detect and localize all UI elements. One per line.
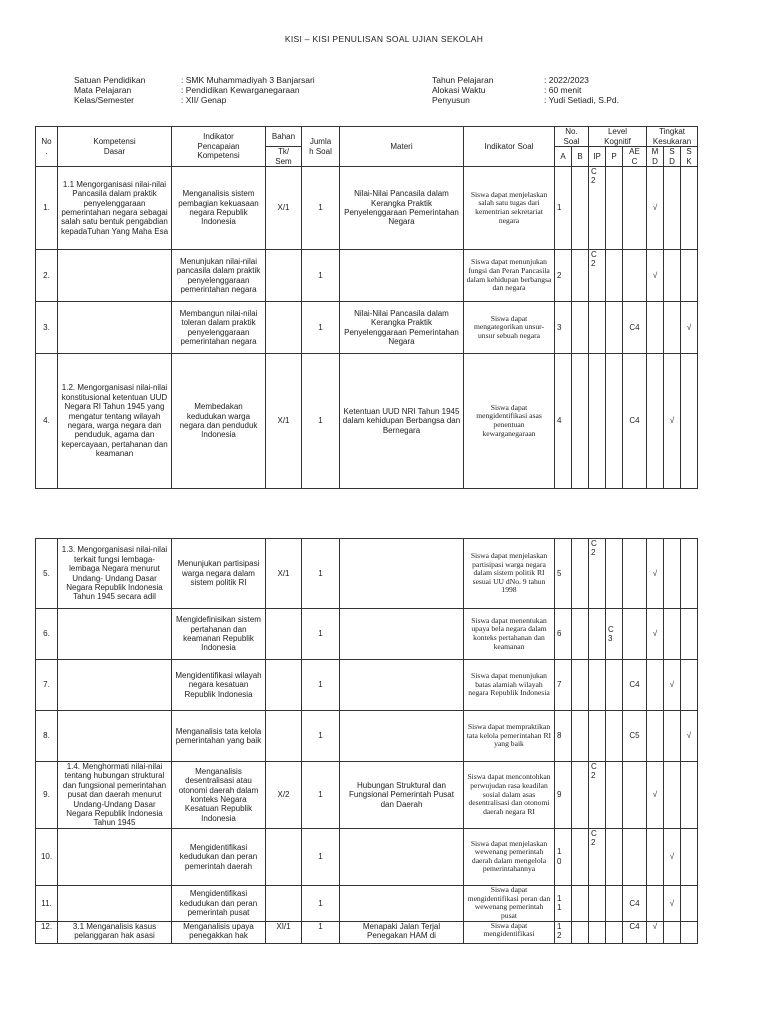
cell-ip: [589, 921, 606, 943]
cell-jumlah-soal: 1: [302, 354, 340, 489]
meta-label: Kelas/Semester: [74, 95, 134, 105]
cell-sd: √: [664, 660, 681, 711]
cell-aec: C4: [623, 921, 647, 943]
cell-jumlah-soal: 1: [302, 711, 340, 762]
cell-indikator-soal: Siswa dapat mempraktikan tata kelola pemerintahan RI yang baik: [464, 711, 555, 762]
cell-bahan: X/1: [266, 354, 302, 489]
cell-bahan: [266, 885, 302, 921]
cell-jumlah-soal: 1: [302, 250, 340, 302]
cell-indikator-pencapaian: Menganalisis sistem pembagian kekuasaan negara Republik Indonesia: [172, 167, 266, 250]
cell-materi: [340, 609, 464, 660]
cell-bahan: [266, 250, 302, 302]
cell-md: √: [647, 609, 664, 660]
cell-aec: C4: [623, 354, 647, 489]
cell-b: [572, 660, 589, 711]
cell-b: [572, 354, 589, 489]
cell-materi: Ketentuan UUD NRI Tahun 1945 dalam kehidupan Berbangsa dan Bernegara: [340, 354, 464, 489]
cell-p: [606, 302, 623, 354]
cell-sd: [664, 762, 681, 829]
header-jumlah-soal: Jumla h Soal: [302, 127, 340, 167]
cell-sk: [681, 539, 698, 609]
cell-md: √: [647, 167, 664, 250]
cell-indikator-soal: Siswa dapat menjelaskan partisipasi warga negara dalam sistem politik RI sesuai UU dNo. 9 tahun 1998: [464, 539, 555, 609]
cell-kompetensi-dasar: [58, 609, 172, 660]
cell-sk: [681, 921, 698, 943]
cell-jumlah-soal: 1: [302, 828, 340, 885]
cell-sk: √: [681, 711, 698, 762]
cell-a: 2: [555, 250, 572, 302]
header-a: A: [555, 147, 572, 167]
cell-ip: C 2: [589, 167, 606, 250]
cell-indikator-soal: Siswa dapat menjelaskan wewenang pemerintah daerah dalam mengelola pemerintahannya: [464, 828, 555, 885]
cell-kompetensi-dasar: [58, 711, 172, 762]
cell-bahan: [266, 711, 302, 762]
meta-row: [74, 95, 315, 105]
cell-sk: [681, 250, 698, 302]
cell-a: 4: [555, 354, 572, 489]
cell-aec: [623, 609, 647, 660]
header-aec: AE C: [623, 147, 647, 167]
cell-sd: [664, 250, 681, 302]
cell-ip: C 2: [589, 762, 606, 829]
meta-row: [432, 75, 619, 85]
cell-sd: [664, 167, 681, 250]
header-bahan-sub: Tk/ Sem: [266, 147, 302, 167]
table-row: [36, 302, 698, 354]
cell-md: √: [647, 539, 664, 609]
cell-indikator-pencapaian: Mengidentifikasi kedudukan dan peran pemerintah pusat: [172, 885, 266, 921]
cell-indikator-soal: Siswa dapat mengidentifikasi: [464, 921, 555, 943]
cell-bahan: XI/1: [266, 921, 302, 943]
cell-indikator-soal: Siswa dapat mencontohkan perwujudan rasa keadilan sosial dalam asas desentralisasi dan otonomi daerah negara RI: [464, 762, 555, 829]
meta-label: Penyusun: [432, 95, 470, 105]
cell-materi: Nilai-Nilai Pancasila dalam Kerangka Praktik Penyelenggaraan Pemerintahan Negara: [340, 302, 464, 354]
meta-value: : XII/ Genap: [181, 95, 227, 105]
cell-b: [572, 828, 589, 885]
cell-md: √: [647, 250, 664, 302]
cell-no: 5.: [36, 539, 58, 609]
meta-label: Mata Pelajaran: [74, 85, 132, 95]
header-indikator-pencapaian: Indikator Pencapaian Kompetensi: [172, 127, 266, 167]
cell-indikator-pencapaian: Menganalisis upaya penegakkan hak: [172, 921, 266, 943]
cell-jumlah-soal: 1: [302, 167, 340, 250]
cell-jumlah-soal: 1: [302, 539, 340, 609]
cell-sd: [664, 711, 681, 762]
cell-p: [606, 828, 623, 885]
cell-b: [572, 762, 589, 829]
cell-p: [606, 885, 623, 921]
cell-no: 1.: [36, 167, 58, 250]
cell-p: [606, 250, 623, 302]
cell-p: [606, 539, 623, 609]
cell-a: 1: [555, 167, 572, 250]
cell-sd: [664, 921, 681, 943]
cell-indikator-soal: Siswa dapat mengategorikan unsur-unsur sebuah negara: [464, 302, 555, 354]
cell-kompetensi-dasar: 1.4. Menghormati nilai-nilai tentang hubungan struktural dan fungsional pemerintahan pusat dan daerah menurut Undang-Undang Dasar Negara Republik Indonesia Tahun 1945: [58, 762, 172, 829]
cell-indikator-pencapaian: Mengidefinisikan sistem pertahanan dan keamanan Republik Indonesia: [172, 609, 266, 660]
cell-bahan: X/2: [266, 762, 302, 829]
cell-indikator-pencapaian: Mengidentifikasi wilayah negara kesatuan Republik Indonesia: [172, 660, 266, 711]
cell-kompetensi-dasar: 1.1 Mengorganisasi nilai-nilai Pancasila dalam praktik penyelenggaraan pemerintahan negara sebagai salah satu bentuk pengabdian kepadaTuhan Yang Maha Esa: [58, 167, 172, 250]
cell-indikator-soal: Siswa dapat menjelaskan salah satu tugas dari kementrian sekretariat negara: [464, 167, 555, 250]
meta-value: : 2022/2023: [544, 75, 589, 85]
cell-aec: [623, 167, 647, 250]
cell-ip: [589, 660, 606, 711]
cell-kompetensi-dasar: [58, 302, 172, 354]
cell-no: 12.: [36, 921, 58, 943]
cell-md: √: [647, 762, 664, 829]
table-row: [36, 762, 698, 829]
header-sd: S D: [664, 147, 681, 167]
meta-label: Tahun Pelajaran: [432, 75, 494, 85]
cell-p: [606, 660, 623, 711]
table-row: [36, 711, 698, 762]
table-row: [36, 660, 698, 711]
cell-sd: [664, 539, 681, 609]
table-row: [36, 167, 698, 250]
cell-ip: [589, 885, 606, 921]
meta-value: : 60 menit: [544, 85, 582, 95]
cell-indikator-soal: Siswa dapat menunjukan batas alamiah wilayah negara Republik Indonesia: [464, 660, 555, 711]
cell-b: [572, 885, 589, 921]
cell-ip: [589, 609, 606, 660]
cell-a: 3: [555, 302, 572, 354]
cell-sk: [681, 167, 698, 250]
cell-b: [572, 921, 589, 943]
cell-kompetensi-dasar: [58, 828, 172, 885]
cell-aec: C5: [623, 711, 647, 762]
header-no: No .: [36, 127, 58, 167]
cell-indikator-pencapaian: Menunjukan partisipasi warga negara dalam sistem politik RI: [172, 539, 266, 609]
cell-aec: [623, 539, 647, 609]
cell-materi: [340, 660, 464, 711]
header-level-kognitif: Level Kognitif: [589, 127, 647, 147]
cell-p: C 3: [606, 609, 623, 660]
header-md: M D: [647, 147, 664, 167]
cell-sk: [681, 828, 698, 885]
cell-indikator-soal: Siswa dapat mengidentifikasi peran dan wewenang pemerintah pusat: [464, 885, 555, 921]
cell-aec: [623, 250, 647, 302]
cell-no: 2.: [36, 250, 58, 302]
cell-indikator-pencapaian: Mengidentifikasi kedudukan dan peran pemerintah daerah: [172, 828, 266, 885]
cell-aec: C4: [623, 302, 647, 354]
cell-md: [647, 885, 664, 921]
cell-b: [572, 167, 589, 250]
cell-sk: [681, 609, 698, 660]
cell-b: [572, 539, 589, 609]
cell-a: 5: [555, 539, 572, 609]
meta-label: Satuan Pendidikan: [74, 75, 146, 85]
cell-bahan: [266, 828, 302, 885]
cell-no: 3.: [36, 302, 58, 354]
cell-kompetensi-dasar: [58, 885, 172, 921]
cell-p: [606, 354, 623, 489]
kisi-table-2: [35, 538, 698, 944]
cell-ip: C 2: [589, 539, 606, 609]
table-row: [36, 354, 698, 489]
header-b: B: [572, 147, 589, 167]
cell-jumlah-soal: 1: [302, 609, 340, 660]
cell-no: 8.: [36, 711, 58, 762]
cell-jumlah-soal: 1: [302, 660, 340, 711]
cell-ip: [589, 354, 606, 489]
table-row: [36, 921, 698, 943]
cell-indikator-soal: Siswa dapat menentukan upaya bela negara dalam konteks pertahanan dan keamanan: [464, 609, 555, 660]
cell-ip: [589, 302, 606, 354]
cell-no: 4.: [36, 354, 58, 489]
cell-materi: [340, 828, 464, 885]
cell-p: [606, 711, 623, 762]
meta-row: [74, 75, 315, 85]
cell-md: [647, 302, 664, 354]
document-title: KISI – KISI PENULISAN SOAL UJIAN SEKOLAH: [284, 34, 484, 44]
cell-materi: Nilai-Nilai Pancasila dalam Kerangka Praktik Penyelenggaraan Pemerintahan Negara: [340, 167, 464, 250]
cell-no: 7.: [36, 660, 58, 711]
cell-p: [606, 167, 623, 250]
cell-ip: C 2: [589, 250, 606, 302]
cell-md: [647, 711, 664, 762]
header-ip: IP: [589, 147, 606, 167]
cell-sd: √: [664, 885, 681, 921]
cell-kompetensi-dasar: 1.2. Mengorganisasi nilai-nilai konstitusional ketentuan UUD Negara RI Tahun 1945 yang mengatur tentang wilayah negara, warga negara dan penduduk, agama dan kepercayaan, pertahanan dan keamanan: [58, 354, 172, 489]
meta-row: [432, 85, 619, 95]
cell-materi: [340, 711, 464, 762]
cell-indikator-pencapaian: Menunjukan nilai-nilai pancasila dalam praktik penyelenggaraan pemerintahan negara: [172, 250, 266, 302]
table-row: [36, 885, 698, 921]
cell-aec: C4: [623, 660, 647, 711]
cell-sk: [681, 762, 698, 829]
cell-kompetensi-dasar: 3.1 Menganalisis kasus pelanggaran hak asasi: [58, 921, 172, 943]
cell-no: 9.: [36, 762, 58, 829]
cell-ip: C 2: [589, 828, 606, 885]
header-tingkat-kesukaran: Tingkat Kesukaran: [647, 127, 698, 147]
kisi-table-1: [35, 126, 698, 489]
cell-no: 6.: [36, 609, 58, 660]
cell-sk: [681, 660, 698, 711]
meta-left: [74, 75, 315, 105]
header-indikator-soal: Indikator Soal: [464, 127, 555, 167]
meta-value: : SMK Muhammadiyah 3 Banjarsari: [181, 75, 315, 85]
cell-aec: C4: [623, 885, 647, 921]
cell-materi: Menapaki Jalan Terjal Penegakan HAM di: [340, 921, 464, 943]
header-sk: S K: [681, 147, 698, 167]
meta-label: Alokasi Waktu: [432, 85, 486, 95]
cell-indikator-soal: Siswa dapat mengidentifikasi asas penentuan kewarganegaraan: [464, 354, 555, 489]
header-materi: Materi: [340, 127, 464, 167]
cell-p: [606, 921, 623, 943]
cell-b: [572, 250, 589, 302]
cell-ip: [589, 711, 606, 762]
cell-indikator-pencapaian: Menganalisis tata kelola pemerintahan yang baik: [172, 711, 266, 762]
table-row: [36, 250, 698, 302]
meta-row: [74, 85, 315, 95]
cell-bahan: X/1: [266, 167, 302, 250]
cell-a: 6: [555, 609, 572, 660]
cell-indikator-pencapaian: Menganalisis desentralisasi atau otonomi daerah dalam konteks Negara Kesatuan Republik Indonesia: [172, 762, 266, 829]
cell-materi: [340, 539, 464, 609]
header-p: P: [606, 147, 623, 167]
meta-value: : Pendidikan Kewarganegaraan: [181, 85, 300, 95]
cell-materi: [340, 250, 464, 302]
cell-aec: [623, 828, 647, 885]
cell-kompetensi-dasar: [58, 250, 172, 302]
cell-materi: [340, 885, 464, 921]
cell-materi: Hubungan Struktural dan Fungsional Pemerintah Pusat dan Daerah: [340, 762, 464, 829]
cell-a: 1 2: [555, 921, 572, 943]
cell-jumlah-soal: 1: [302, 762, 340, 829]
cell-bahan: [266, 609, 302, 660]
cell-b: [572, 302, 589, 354]
cell-kompetensi-dasar: 1.3. Mengorganisasi nilai-nilai terkait fungsi lembaga-lembaga Negara menurut Undang- Undang Dasar Negara Republik Indonesia Tahun 1945 secara adil: [58, 539, 172, 609]
header-no-soal: No. Soal: [555, 127, 589, 147]
cell-sd: [664, 302, 681, 354]
cell-sk: √: [681, 302, 698, 354]
header-bahan: Bahan: [266, 127, 302, 147]
cell-b: [572, 711, 589, 762]
table-row: [36, 609, 698, 660]
cell-bahan: [266, 660, 302, 711]
cell-indikator-pencapaian: Membangun nilai-nilai toleran dalam praktik penyelenggaraan pemerintahan negara: [172, 302, 266, 354]
cell-sk: [681, 354, 698, 489]
meta-value: : Yudi Setiadi, S.Pd.: [544, 95, 619, 105]
cell-indikator-pencapaian: Membedakan kedudukan warga negara dan penduduk Indonesia: [172, 354, 266, 489]
table-row: [36, 828, 698, 885]
cell-bahan: X/1: [266, 539, 302, 609]
cell-md: [647, 828, 664, 885]
cell-a: 9: [555, 762, 572, 829]
cell-sd: [664, 609, 681, 660]
cell-md: √: [647, 921, 664, 943]
cell-b: [572, 609, 589, 660]
cell-sd: √: [664, 354, 681, 489]
cell-a: 7: [555, 660, 572, 711]
header-kompetensi-dasar: Kompetensi Dasar: [58, 127, 172, 167]
cell-a: 1 1: [555, 885, 572, 921]
meta-row: [432, 95, 619, 105]
cell-sd: √: [664, 828, 681, 885]
cell-aec: [623, 762, 647, 829]
cell-bahan: [266, 302, 302, 354]
cell-indikator-soal: Siswa dapat menunjukan fungsi dan Peran Pancasila dalam kehidupan berbangsa dan negara: [464, 250, 555, 302]
cell-jumlah-soal: 1: [302, 302, 340, 354]
cell-a: 1 0: [555, 828, 572, 885]
cell-kompetensi-dasar: [58, 660, 172, 711]
cell-md: [647, 660, 664, 711]
cell-p: [606, 762, 623, 829]
cell-no: 11.: [36, 885, 58, 921]
meta-right: [432, 75, 619, 105]
cell-md: [647, 354, 664, 489]
table-row: [36, 539, 698, 609]
cell-jumlah-soal: 1: [302, 885, 340, 921]
cell-no: 10.: [36, 828, 58, 885]
cell-jumlah-soal: 1: [302, 921, 340, 943]
cell-a: 8: [555, 711, 572, 762]
cell-sk: [681, 885, 698, 921]
